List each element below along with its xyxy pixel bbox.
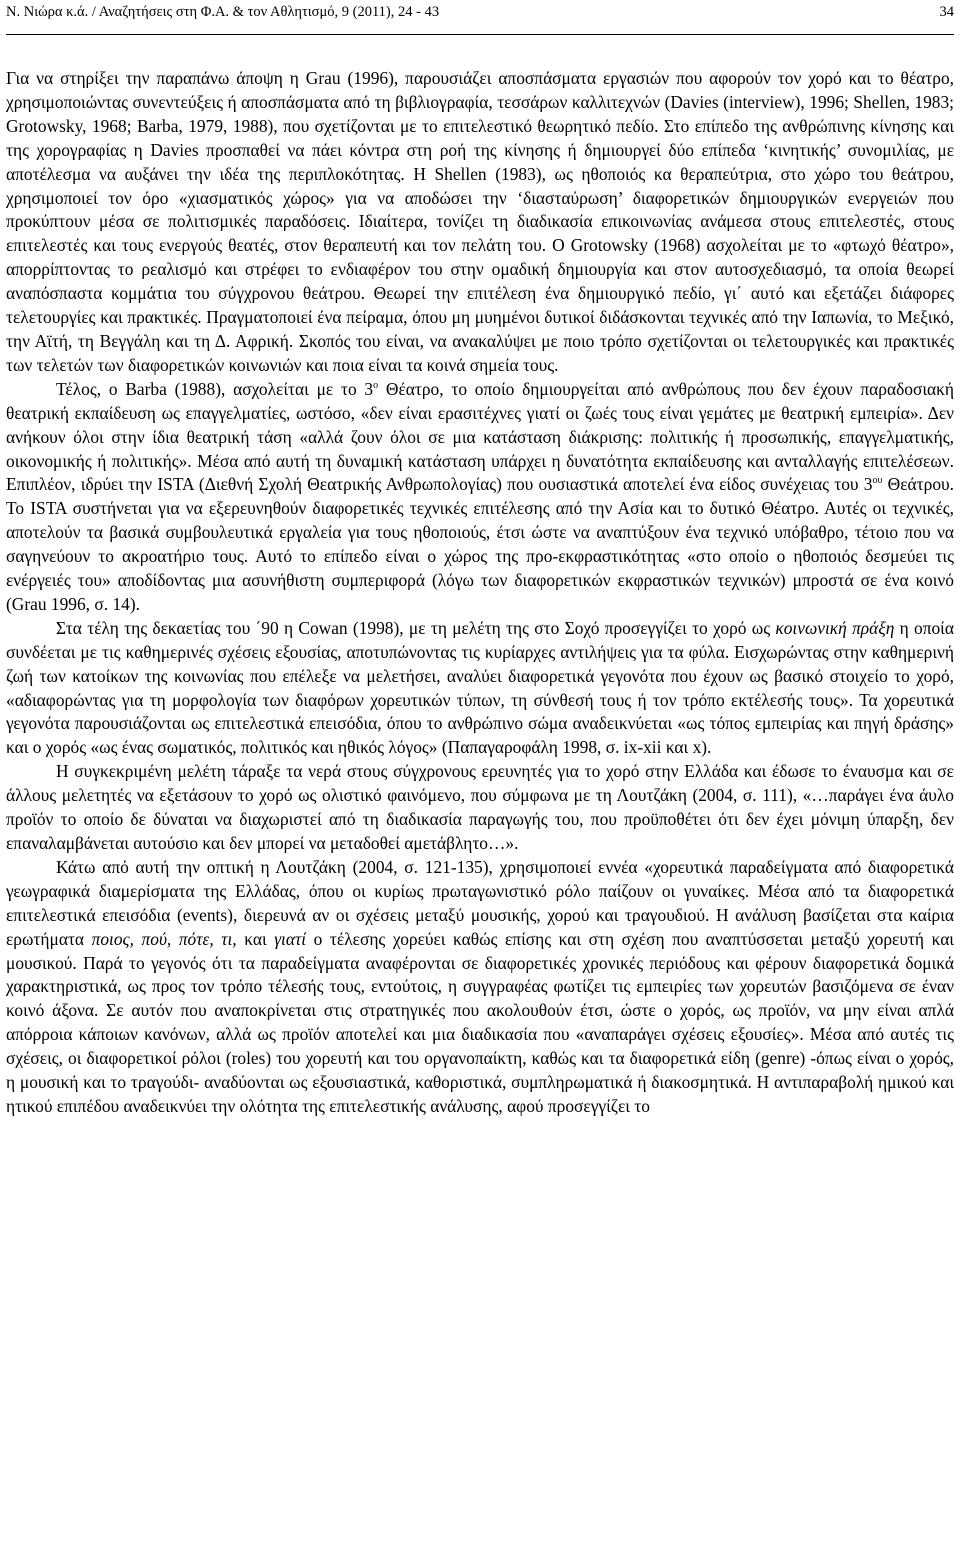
paragraph-grau: Για να στηρίξει την παραπάνω άποψη η Grau (1996), παρουσιάζει αποσπάσματα εργασιών που αφορούν τον χορό και το θέατρο, χρησιμοποιώντας συνεντεύξεις ή αποσπάσματα από τη βιβλιογραφία, τεσσάρων καλλιτεχνών (Davies (interview), 1996; Shellen, 1983; Grotowsky, 1968; Barba, 1979, 1988), που σχετίζονται με το επιτελεστικό θεωρητικό πεδίο. Στο επίπεδο της ανθρώπινης κίνησης και της χορογραφίας η Davies προσπαθεί να πάει κόντρα στη ροή της κίνησης ή δημιουργεί δύο επίπεδα ‘κινητικής’ συνομιλίας, με αποτέλεσμα να αυξάνει την ιδέα της περιπλοκότητας. Η Shellen (1983), ως ηθοποιός κα θεραπεύτρια, στο χώρο του θεάτρου, χρησιμοποιεί τον όρο «χιασματικός χώρος» για να αποδώσει την ‘διασταύρωση’ διαφορετικών δημιουργικών ενεργειών που προκύπτουν μέσα σε πολιτισμικές παραδόσεις. Ιδιαίτερα, τονίζει τη διαδικασία επικοινωνίας ανάμεσα στους επιτελεστές, στους επιτελεστές και τους ενεργούς θεατές, στον θεραπευτή και τον πελάτη του. Ο Grotowsky (1968) ασχολείται με το «φτωχό θέατρο», απορρίπτοντας το ρεαλισμό και στρέφει το ενδιαφέρον του στην ομαδική δημιουργία και στον αυτοσχεδιασμό, τα οποία θεωρεί αναπόσπαστα κομμάτια του σύγχρονου θεάτρου. Θεωρεί την επιτέλεση ένα δημιουργικό πεδίο, γι΄ αυτό και εξετάζει διάφορες τελετουργίες και πρακτικές. Πραγματοποιεί ένα πείραμα, όπου μη μυημένοι δυτικοί διδάσκονται τεχνικές από την Ιαπωνία, το Μεξικό, την Αϊτή, τη Βεγγάλη και τη Δ. Αφρική. Σκοπός του είναι, να ανακαλύψει με ποιο τρόπο σχετίζονται οι τελετουργικές και πρακτικές των τελετών των διαφορετικών κοινωνιών και ποια είναι τα κοινά σημεία τους. [6,68,954,375]
paragraph-loutzaki-2-part-2: και [236,928,275,949]
paragraph-loutzaki-2-part-1: Κάτω από αυτή την οπτική η Λουτζάκη (2004, σ. 121-135), χρησιμοποιεί εννέα «χορευτικά παραδείγματα από διαφορετικά γεωγραφικά διαμερίσματα της Ελλάδας, όπου οι κυρίως πρωταγωνιστικό ρόλο παίζουν οι γυναίκες. Μέσα από τα διαφορετικά επιτελεστικά επεισόδια (events), διερευνά αν οι σχέσεις μεταξύ μουσικής, χορού και τραγουδιού. Η ανάλυση βασίζεται στα καίρια ερωτήματα [6,856,954,949]
ordinal-superscript-2: ου [872,475,883,487]
paragraph-barba [6,378,954,617]
paragraph-barba-part-3: Θεάτρου. Το ISTA συστήνεται για να εξερευνηθούν διαφορετικές τεχνικές επιτέλεσης από την Ασία και το δυτικό Θέατρο. Αυτές οι τεχνικές, αποτελούν τα βασικά συμβουλευτικά εργαλεία για τους ηθοποιούς, έτσι ώστε να αναπτύξουν ένα τεχνικό υπόβαθρο, τέτοιο που να σαγηνεύουν το ακροατήριο τους. Αυτό το επίπεδο είναι ο χώρος της προ-εκφραστικότητας «στο οποίο ο ηθοποιός δεσμεύει τις ενέργειές του» αποδίδοντας μια ασυνήθιστη συμπεριφορά (λόγω των διαφορετικών εκφραστικών τεχνικών) μπροστά σε ένα κοινό (Grau 1996, σ. 14). [6,474,954,614]
paragraph-loutzaki-1: Η συγκεκριμένη μελέτη τάραξε τα νερά στους σύγχρονους ερευνητές για το χορό στην Ελλάδα και έδωσε το έναυσμα και σε άλλους μελετητές να εξετάσουν το χορό ως ολιστικό φαινόμενο, που σύμφωνα με τη Λουτζάκη (2004, σ. 111), «…παράγει ένα άυλο προϊόν το οποίο δε δύναται να διαχωριστεί από τη διαδικασία παραγωγής του, που προϋποθέτει ότι δεν έχει μόνιμη ύπαρξη, δεν επαναλαμβάνεται αυτούσιο και δεν μπορεί να μεταδοθεί αμετάβλητο…». [6,761,954,853]
paragraph-loutzaki-2-italic-1: ποιος, πού, πότε, τι, [91,928,237,949]
paragraph-loutzaki-2 [6,856,954,1119]
paragraph-loutzaki-2-italic-2: γιατί [274,928,307,949]
running-title: Ν. Νιώρα κ.ά. / Αναζητήσεις στη Φ.Α. & τον Αθλητισμό, 9 (2011), 24 - 43 [6,4,440,20]
page-number: 34 [939,4,954,20]
paragraph-barba-part-2: Θέατρο, το οποίο δημιουργείται από ανθρώπους που δεν έχουν παραδοσιακή θεατρική εκπαίδευση ως επαγγελματίες, ωστόσο, «δεν είναι ερασιτέχνες γιατί οι ζωές τους είναι γεμάτες με θεατρική εμπειρία». Δεν ανήκουν όλοι στην ίδια θεατρική τάση «αλλά ζουν όλοι σε μια κατάσταση διάκρισης: πολιτικής ή προσωπικής, επαγγελματικής, οικονομικής ή πολιτικής». Μέσα από αυτή τη δυναμική κατάσταση υπάρχει η δυνατότητα εκπαίδευσης και ανταλλαγής επιτελέσεων. Επιπλέον, ιδρύει την ISTA (Διεθνή Σχολή Θεατρικής Ανθρωπολογίας) που ουσιαστικά αποτελεί ένα είδος συνέχειας του 3 [6,378,954,495]
paragraph-loutzaki-2-part-3: ο τέλεσης χορεύει καθώς επίσης και στη σχέση που αναπτύσσεται μεταξύ χορευτή και μουσικού. Παρά το γεγονός ότι τα παραδείγματα αναφέρονται σε διαφορετικές χρονικές περιόδους και φέρουν διαφορετικά δομικά χαρακτηριστικά, ως προς τον τρόπο τέλεσής τους, εντούτοις, η συγγραφέας φωτίζει τις εμπειρίες των χορευτών βασιζόμενα σε έναν κοινό άξονα. Σε αυτόν που αναποκρίνεται στις στρατηγικές που ακολουθούν έτσι, ώστε ο χορός, ως προϊόν, να μην είναι απλά απόρροια κάποιων κανόνων, αλλά ως προϊόν αποτελεί και μια διαδικασία που «αναπαράγει σχέσεις εξουσίες». Μέσα από αυτές τις σχέσεις, οι διαφορετικοί ρόλοι (roles) του χορευτή και του οργανοπαίκτη, καθώς και τα διαφορετικά είδη (genre) -όπως είναι ο χορός, η μουσική και το τραγούδι- αναδύονται ως εξουσιαστικά, καθοριστικά, συμπληρωματικά ή διακοσμητικά. Η αντιπαραβολή ημικού και ητικού επιπέδου αναδεικνύει την ολότητα της επιτελεστικής ανάλυσης, αφού προσεγγίζει το [6,928,954,1116]
paragraph-barba-part-1: Τέλος, ο Barba (1988), ασχολείται με το 3 [56,378,374,399]
ordinal-superscript-1: ο [373,379,379,391]
article-body [6,67,954,1119]
paragraph-cowan [6,617,954,760]
paragraph-cowan-italic: κοινωνική πράξη [775,617,895,638]
paragraph-cowan-part-2: η οποία συνδέεται με τις καθημερινές σχέσεις εξουσίας, αποτυπώνοντας τις κυρίαρχες αντιλήψεις για τα φύλα. Εισχωρώντας στην καθημερινή ζωή των κατοίκων της κοινωνίας που επέλεξε να μελετήσει, αναλύει διαφορετικά γεγονότα που έχουν ως βασικό στοιχείο το χορό, «αδιαφορώντας για τη μορφολογία των διαφόρων χορευτικών τύπων, τη σύνθεσή τους ή τον τρόπο εκτέλεσής τους». Τα χορευτικά γεγονότα παρουσιάζονται ως επιτελεστικά επεισόδια, όπου το ανθρώπινο σώμα αναδεικνύεται «ως τόπος εμπειρίας και πηγή δράσης» και ο χορός «ως ένας σωματικός, πολιτικός και ηθικός λόγος» (Παπαγαροφάλη 1998, σ. ix-xii και x). [6,617,954,758]
running-header [6,0,954,35]
paragraph-cowan-part-1: Στα τέλη της δεκαετίας του ΄90 η Cowan (1998), με τη μελέτη της στο Σοχό προσεγγίζει το χορό ως [56,617,776,638]
